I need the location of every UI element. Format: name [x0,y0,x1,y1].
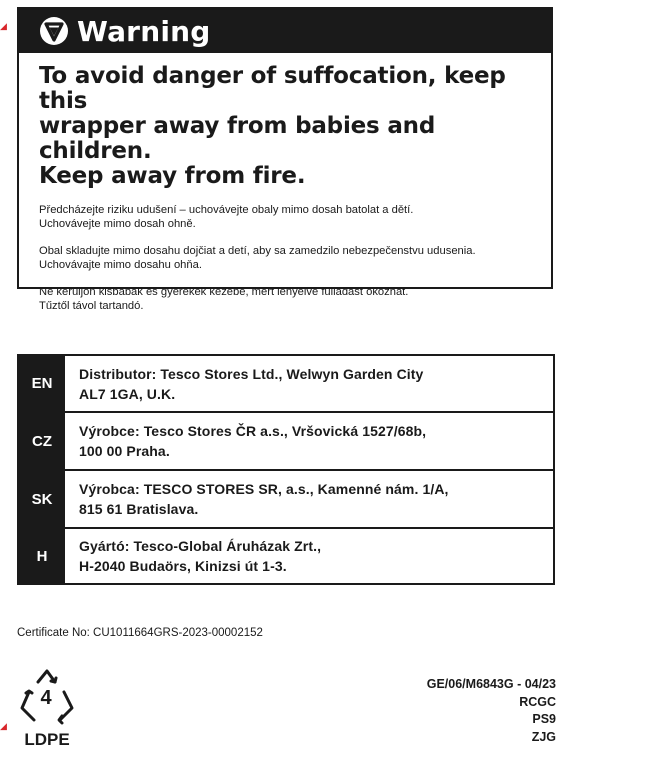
warning-line: Předcházejte riziku udušení – uchovávejte obaly mimo dosah batolat a dětí. [39,204,414,216]
distributor-address [65,413,426,469]
certificate-number: Certificate No: CU1011664GRS-2023-00002152 [17,627,263,639]
address-line: AL7 1GA, U.K. [79,385,176,402]
warning-text-sk [39,244,535,272]
headline-line: To avoid danger of suffocation, keep this [39,63,506,114]
address-line: Gyártó: Tesco-Global Áruházak Zrt., [79,538,322,554]
warning-panel [17,7,553,312]
warning-line: Tűztől távol tartandó. [39,300,144,312]
country-code: CZ [19,413,65,469]
warning-text-hu [39,285,535,313]
warning-line: Uchovávejte mimo dosah ohně. [39,218,196,230]
table-row [19,527,553,583]
table-row [19,356,553,411]
crop-mark: ◢ [0,22,7,32]
address-line: Distributor: Tesco Stores Ltd., Welwyn Garden City [79,365,424,382]
address-line: H-2040 Budaörs, Kinizsi út 1-3. [79,558,287,574]
warning-line: Uchovávajte mimo dosahu ohňa. [39,259,202,271]
code-line: PS9 [532,712,556,726]
table-row [19,469,553,527]
resin-code-number: 4 [40,687,52,709]
production-codes [427,676,556,746]
address-line: 100 00 Praha. [79,443,170,459]
warning-headline [39,64,535,189]
address-line: Výrobca: TESCO STORES SR, a.s., Kamenné nám. 1/A, [79,481,449,497]
warning-triangle-icon [39,16,69,46]
warning-line: Obal skladujte mimo dosahu dojčiat a detí, aby sa zamedzilo nebezpečenstvu udusenia. [39,245,476,257]
headline-line: Keep away from fire. [39,163,306,189]
distributor-address [65,529,321,583]
distributor-table [17,354,555,585]
warning-line: Ne kerüljön kisbabák és gyerekek kezébe, mert lenyelve fulladást okozhat. [39,286,409,298]
code-line: GE/06/M6843G - 04/23 [426,677,556,691]
headline-line: wrapper away from babies and children. [39,113,436,164]
code-line: ZJG [531,729,556,744]
country-code: SK [19,471,65,527]
distributor-address [65,471,449,527]
warning-title: Warning [77,14,211,48]
recycle-triangle-icon [18,668,76,752]
address-line: Výrobce: Tesco Stores ČR a.s., Vršovická 1527/68b, [79,423,427,439]
table-row [19,411,553,469]
distributor-address [65,356,423,411]
warning-text-cz [39,203,535,231]
address-line: 815 61 Bratislava. [79,501,199,517]
resin-code-label: LDPE [24,730,70,749]
crop-mark: ◢ [0,722,7,732]
country-code: H [19,529,65,583]
warning-header [19,9,551,53]
country-code: EN [19,356,65,411]
code-line: RCGC [519,694,556,709]
